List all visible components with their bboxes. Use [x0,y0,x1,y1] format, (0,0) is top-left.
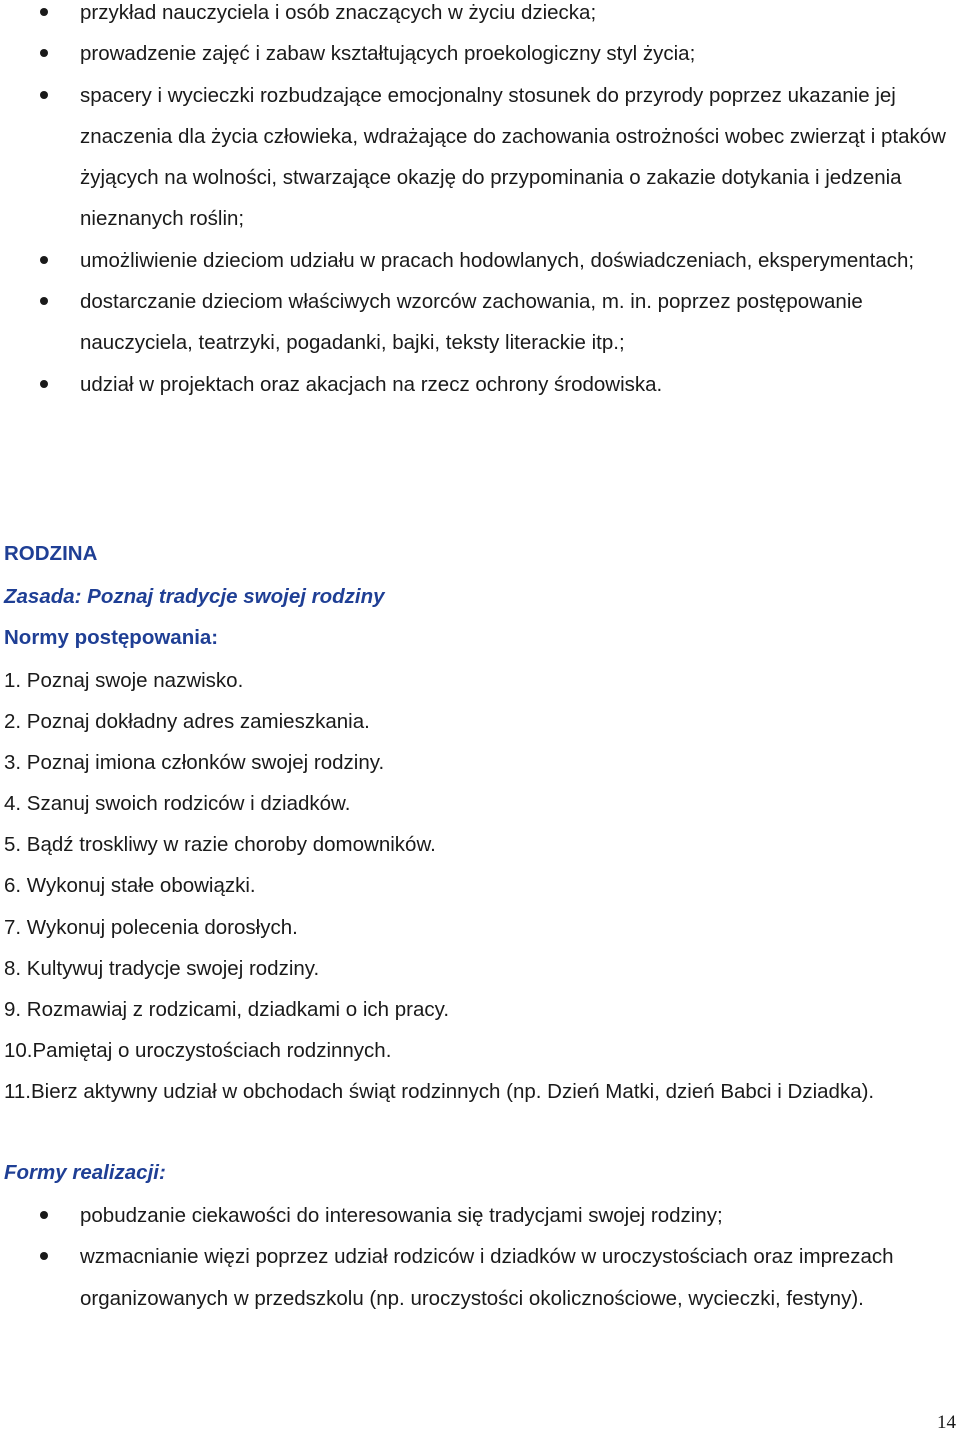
list-item [0,240,960,281]
list-item: 8. Kultywuj tradycje swojej rodziny. [4,956,320,980]
section-title: RODZINA [4,542,98,565]
list-item [0,0,960,33]
top-bullet-list [0,0,960,405]
list-item [0,281,960,364]
principle-heading: Zasada: Poznaj tradycje swojej rodziny [4,585,385,608]
bullet-icon [40,91,48,99]
list-item [0,33,960,74]
list-item-text: pobudzanie ciekawości do interesowania się tradycjami swojej rodziny; [80,1204,723,1227]
list-item: 1. Poznaj swoje nazwisko. [4,669,244,692]
bullet-icon [40,297,48,305]
list-item: 9. Rozmawiaj z rodzicami, dziadkami o ich pracy. [4,997,450,1021]
list-item-text: udział w projektach oraz akacjach na rzecz ochrony środowiska. [80,372,663,396]
bullet-icon [40,49,48,57]
list-item [0,75,960,240]
forms-heading: Formy realizacji: [4,1161,166,1184]
list-item: 2. Poznaj dokładny adres zamieszkania. [4,710,370,734]
list-item: 10.Pamiętaj o uroczystościach rodzinnych. [4,1038,392,1062]
norms-list [4,660,944,1112]
norms-heading: Normy postępowania: [4,626,219,649]
bullet-icon [40,8,48,16]
list-item-text: wzmacnianie więzi poprzez udział rodziców i dziadków w uroczystościach oraz imprezach organizowanych w przedszkolu (np. uroczystości okolicznościowe, wycieczki, festyny). [80,1245,894,1310]
list-item: 6. Wykonuj stałe obowiązki. [4,874,256,898]
list-item: 3. Poznaj imiona członków swojej rodziny. [4,751,385,775]
list-item: 4. Szanuj swoich rodziców i dziadków. [4,792,351,816]
list-item [0,1236,960,1319]
bullet-icon [40,1252,48,1260]
list-item-text: prowadzenie zajęć i zabaw kształtujących proekologiczny styl życia; [80,42,696,66]
list-item: 11.Bierz aktywny udział w obchodach świąt rodzinnych (np. Dzień Matki, dzień Babci i Dziadka). [4,1079,875,1103]
list-item-text: przykład nauczyciela i osób znaczących w życiu dziecka; [80,1,597,24]
list-item: 5. Bądź troskliwy w razie choroby domowników. [4,833,436,857]
list-item-text: dostarczanie dzieciom właściwych wzorców zachowania, m. in. poprzez postępowanie nauczyciela, teatrzyki, pogadanki, bajki, teksty literackie itp.; [80,290,863,355]
bullet-icon [40,256,48,264]
bullet-icon [40,1211,48,1219]
page-number: 14 [937,1412,956,1433]
list-item [0,364,960,405]
list-item-text: umożliwienie dzieciom udziału w pracach hodowlanych, doświadczeniach, eksperymentach; [80,248,915,272]
list-item-text: spacery i wycieczki rozbudzające emocjonalny stosunek do przyrody poprzez ukazanie jej znaczenia dla życia człowieka, wdrażające do zachowania ostrożności wobec zwierząt i ptaków żyjących na wolności, stwarzające okazję do przypominania o zakazie dotykania i jedzenia nieznanych roślin; [80,83,946,231]
list-item [0,1195,960,1236]
list-item: 7. Wykonuj polecenia dorosłych. [4,915,298,939]
forms-list [0,1195,960,1319]
bullet-icon [40,380,48,388]
